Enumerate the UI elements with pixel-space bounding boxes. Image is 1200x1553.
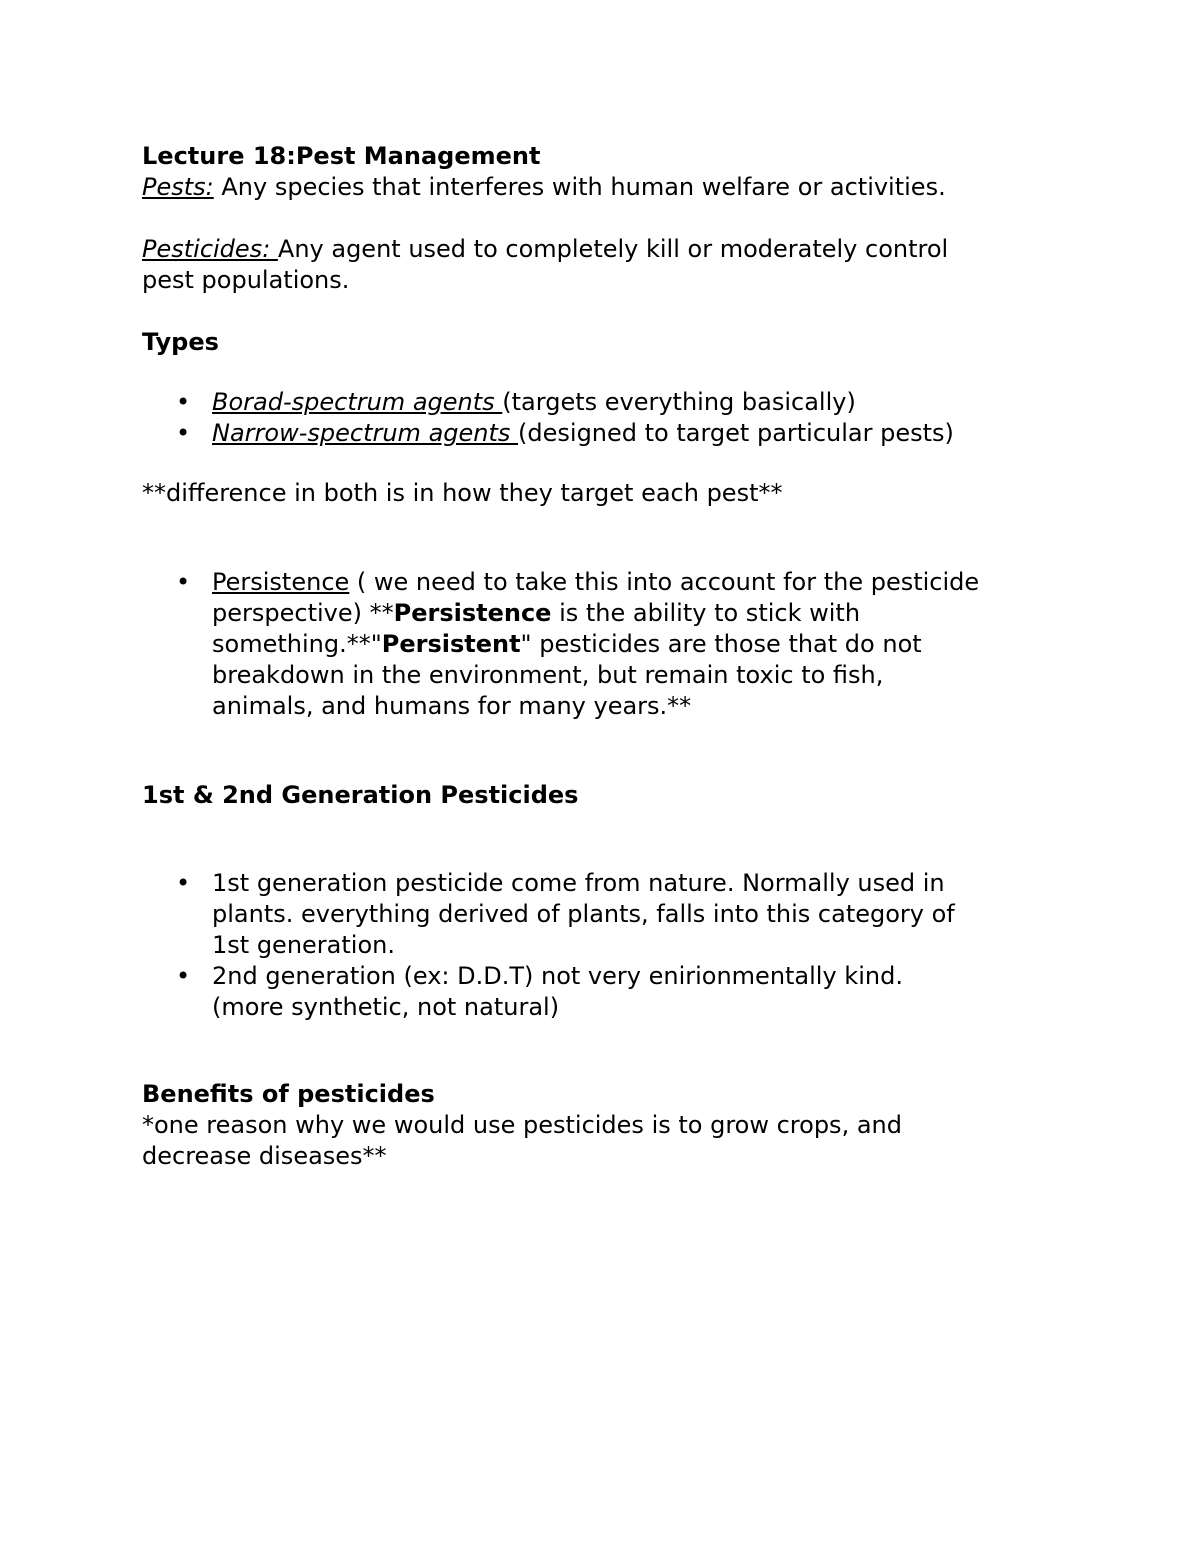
types-list <box>142 387 1072 449</box>
bullet-icon: • <box>176 568 191 596</box>
generations-heading: 1st & 2nd Generation Pesticides <box>142 781 579 809</box>
pesticides-definition <box>142 234 1072 265</box>
benefits-line1: *one reason why we would use pesticides is to grow crops, and <box>142 1111 902 1139</box>
bullet-icon: • <box>176 869 191 897</box>
pests-term: Pests: <box>142 173 214 201</box>
persistence-line4: breakdown in the environment, but remain toxic to fish, <box>212 661 884 689</box>
gen1-line2: plants. everything derived of plants, falls into this category of <box>212 900 955 928</box>
type-desc: (targets everything basically) <box>502 388 856 416</box>
pesticides-text-line1: Any agent used to completely kill or moderately control <box>277 235 949 263</box>
persistence-line2a: perspective) ** <box>212 599 394 627</box>
gen1-line1: 1st generation pesticide come from nature. Normally used in <box>212 869 945 897</box>
list-item <box>142 868 1072 961</box>
persistence-line5: animals, and humans for many years.** <box>212 692 692 720</box>
list-item <box>142 418 1072 449</box>
persistence-line1: ( we need to take this into account for the pesticide <box>349 568 980 596</box>
persistence-term: Persistence <box>212 568 350 596</box>
document-title: Lecture 18:Pest Management <box>142 142 541 170</box>
list-item <box>142 567 1072 722</box>
bullet-icon: • <box>176 962 191 990</box>
bullet-icon: • <box>176 419 191 447</box>
types-note: **difference in both is in how they target each pest** <box>142 479 783 507</box>
persistence-bold-1: Persistence <box>393 599 552 627</box>
pests-text: Any species that interferes with human welfare or activities. <box>213 173 946 201</box>
pesticides-term: Pesticides: <box>142 235 278 263</box>
document-page <box>142 141 1072 1172</box>
bullet-icon: • <box>176 388 191 416</box>
persistence-line3b: " pesticides are those that do not <box>520 630 922 658</box>
gen2-line2: (more synthetic, not natural) <box>212 993 560 1021</box>
benefits-line2: decrease diseases** <box>142 1142 387 1170</box>
generations-list <box>142 868 1072 1023</box>
list-item <box>142 387 1072 418</box>
pests-definition <box>142 172 1072 203</box>
gen2-line1: 2nd generation (ex: D.D.T) not very enirionmentally kind. <box>212 962 903 990</box>
type-term: Borad-spectrum agents <box>212 388 503 416</box>
persistence-line2b: is the ability to stick with <box>551 599 861 627</box>
persistence-bold-2: Persistent <box>381 630 521 658</box>
list-item <box>142 961 1072 1023</box>
type-desc: (designed to target particular pests) <box>518 419 954 447</box>
type-term: Narrow-spectrum agents <box>212 419 519 447</box>
types-heading: Types <box>142 328 219 356</box>
gen1-line3: 1st generation. <box>212 931 395 959</box>
benefits-heading: Benefits of pesticides <box>142 1080 435 1108</box>
persistence-line3a: something.**" <box>212 630 382 658</box>
pesticides-text-line2: pest populations. <box>142 266 350 294</box>
persistence-list <box>142 567 1072 722</box>
